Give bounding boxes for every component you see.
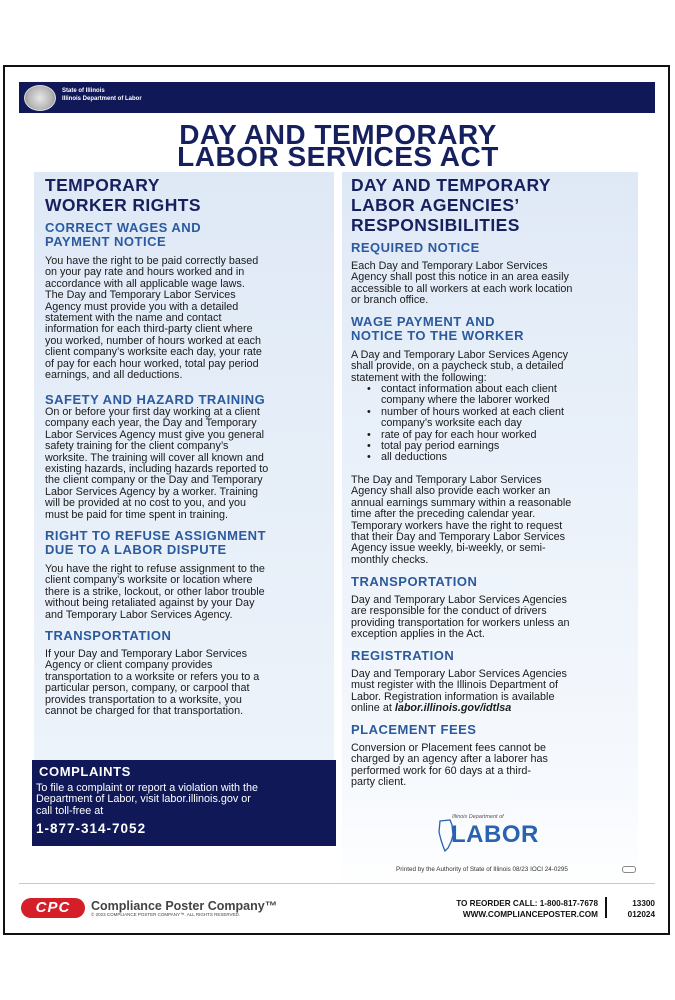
cpc-logo: CPC (21, 898, 85, 918)
footer-separator (605, 897, 607, 918)
registration-link[interactable]: labor.illinois.gov/idtlsa (394, 702, 512, 715)
labor-logo-subtitle: Illinois Department of (452, 814, 504, 820)
reorder-phone[interactable]: TO REORDER CALL: 1-800-817-7678 (456, 899, 598, 908)
transportation-right-text: Day and Temporary Labor Services Agencies are responsible for the conduct of drivers providing transportation for workers unless an exception applies in the Act. (351, 594, 570, 641)
section-title-transportation-left: TRANSPORTATION (45, 628, 172, 643)
state-header-text (62, 87, 142, 103)
department-name: Illinois Department of Labor (62, 96, 142, 102)
refuse-assignment-text: You have the right to refuse assignment to the client company’s worksite or location where there is a strike, lockout, or other labor trouble without being retaliated against by your Day and Temporary Labor Services Agency. (45, 563, 265, 621)
printed-by-text: Printed by the Authority of State of Illinois 08/23 IOCI 24-0295 (396, 866, 568, 873)
correct-wages-text: You have the right to be paid correctly based on your pay rate and hours worked and in accordance with all applicable wage laws. The Day and Temporary Labor Services Agency must provide you with a detailed statement with the name and contact information for each third-party client where you worked, number of hours worked at each client company’s worksite each day, your rate of pay for each hour worked, total pay period earnings, and all deductions. (45, 255, 262, 382)
website-link[interactable]: WWW.COMPLIANCEPOSTER.COM (462, 910, 598, 919)
registration-text: Day and Temporary Labor Services Agencies must register with the Illinois Department of Labor. Registration information is available online at labor.illinois.gov/idtlsa (351, 668, 567, 715)
poster-title-line1: DAY AND TEMPORARY (179, 119, 497, 150)
list-item: • rate of pay for each hour worked (361, 430, 564, 441)
reorder-info (404, 898, 598, 920)
safety-training-text: On or before your first day working at a client company each year, the Day and Temporary Labor Services Agency must give you general safety training for the client company’s worksite. The training will cover all known and existing hazards, including hazards reported to the client company or the Day and Temporary Labor Services Agency by a worker. Training will be provided at no cost to you, and you must be paid for time spent in training. (45, 406, 269, 521)
wage-payment-text: A Day and Temporary Labor Services Agency shall provide, on a paycheck stub, a detailed statement with the following: (351, 349, 569, 384)
union-bug-icon (622, 866, 636, 873)
list-item: • number of hours worked at each client company’s worksite each day (361, 407, 564, 430)
section-title-safety-training: SAFETY AND HAZARD TRAINING (45, 392, 266, 407)
state-name: State of Illinois (62, 88, 105, 94)
complaints-title: COMPLAINTS (39, 764, 131, 779)
wage-payment-bullets (361, 384, 564, 464)
section-title-registration: REGISTRATION (351, 648, 455, 663)
annual-earnings-text: The Day and Temporary Labor Services Agency shall also provide each worker an annual earnings summary within a reasonable time after the preceding calendar year. Temporary workers have the right to request that their Day and Temporary Labor Services Agency issue weekly, bi-weekly, or semi- monthly checks. (351, 474, 572, 566)
placement-fees-text: Conversion or Placement fees cannot be charged by an agency after a laborer has performed work for 60 days at a third- party client. (351, 742, 548, 789)
labor-logo-word: LABOR (451, 821, 539, 848)
poster-codes (615, 898, 655, 920)
complaints-phone[interactable]: 1-877-314-7052 (36, 821, 147, 836)
section-title-required-notice: REQUIRED NOTICE (351, 240, 480, 255)
agency-responsibilities-heading: DAY AND TEMPORARY LABOR AGENCIES’ RESPONSIBILITIES (351, 175, 551, 235)
section-title-correct-wages: CORRECT WAGES AND PAYMENT NOTICE (45, 220, 202, 249)
list-item: • contact information about each client company where the laborer worked (361, 384, 564, 407)
copyright-text: © 2023 COMPLIANCE POSTER COMPANY™. ALL RIGHTS RESERVED. (91, 912, 241, 917)
section-title-refuse-assignment: RIGHT TO REFUSE ASSIGNMENT DUE TO A LABOR DISPUTE (45, 528, 267, 557)
complaints-text: To file a complaint or report a violation with the Department of Labor, visit labor.illinois.gov or call toll-free at (36, 782, 259, 817)
transportation-left-text: If your Day and Temporary Labor Services Agency or client company provides transportation to a worksite or refers you to a particular person, company, or carpool that provides transportation to a worksite, you cannot be charged for that transportation. (45, 648, 260, 718)
required-notice-text: Each Day and Temporary Labor Services Agency shall post this notice in an area easily accessible to all workers at each work location or branch office. (351, 260, 573, 307)
list-item: • total pay period earnings (361, 441, 564, 452)
complaints-box (32, 760, 336, 846)
revision-code: 012024 (627, 910, 655, 919)
footer-divider (19, 883, 655, 884)
section-title-wage-payment: WAGE PAYMENT AND NOTICE TO THE WORKER (351, 314, 524, 343)
section-title-transportation-right: TRANSPORTATION (351, 574, 478, 589)
poster-title-line2: LABOR SERVICES ACT (177, 141, 499, 172)
section-title-placement-fees: PLACEMENT FEES (351, 722, 477, 737)
company-name: Compliance Poster Company™ (91, 899, 278, 913)
illinois-seal-icon (24, 85, 56, 111)
poster-code: 13300 (632, 899, 655, 908)
list-item: • all deductions (361, 452, 564, 463)
worker-rights-heading: TEMPORARY WORKER RIGHTS (45, 175, 201, 215)
